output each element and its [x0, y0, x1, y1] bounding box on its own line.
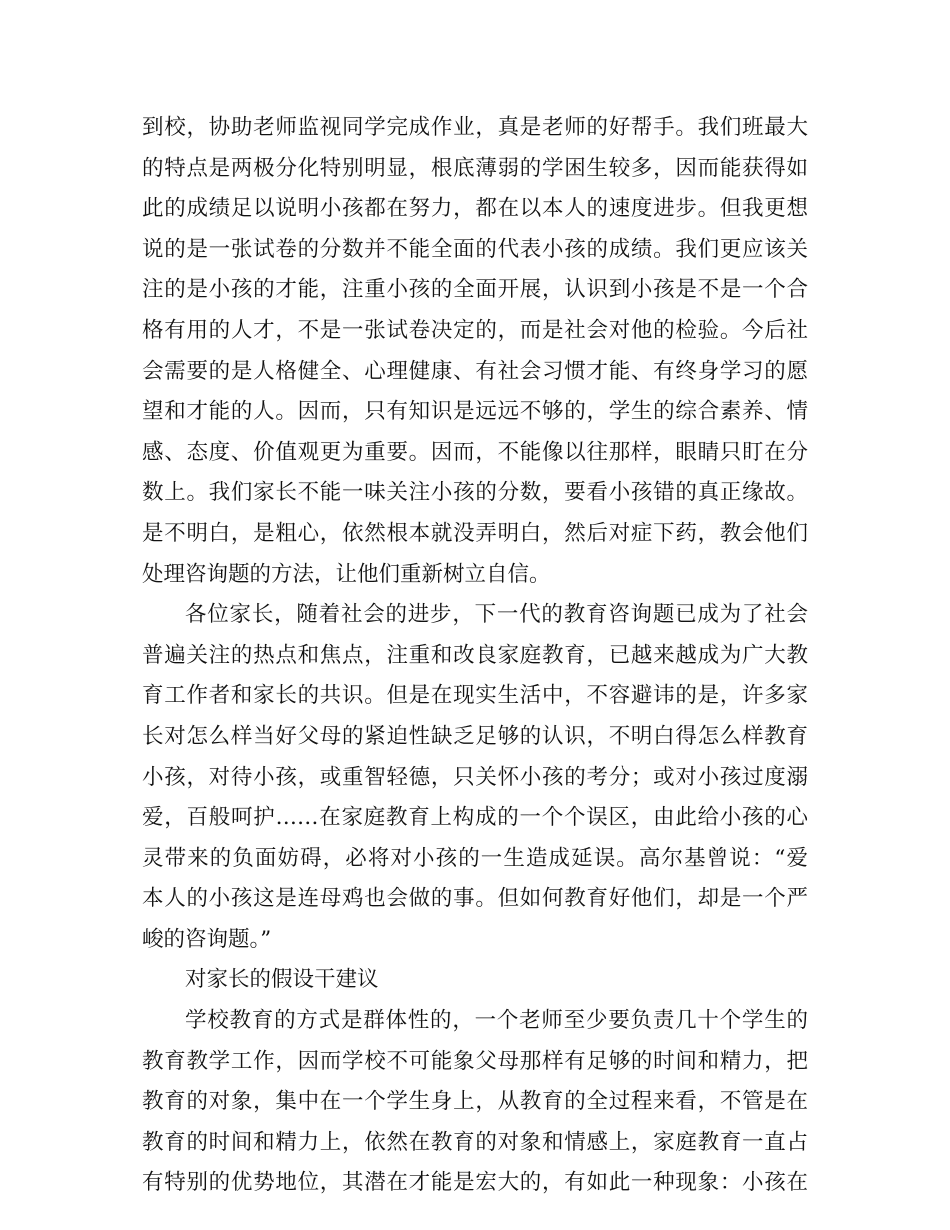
text-line: 会需要的是人格健全、心理健康、有社会习惯才能、有终身学习的愿 — [142, 358, 808, 384]
text-line: 是不明白，是粗心，依然根本就没弄明白，然后对症下药，教会他们 — [142, 520, 808, 546]
text-line: 注的是小孩的才能，注重小孩的全面开展，认识到小孩是不是一个合 — [142, 277, 808, 303]
text-line: 到校，协助老师监视同学完成作业，真是老师的好帮手。我们班最大 — [142, 115, 808, 140]
text-line: 小孩，对待小孩，或重智轻德，只关怀小孩的考分；或对小孩过度溺 — [142, 764, 808, 790]
text-line: 有特别的优势地位，其潜在才能是宏大的，有如此一种现象：小孩在 — [142, 1170, 808, 1196]
text-line: 教育教学工作，因而学校不可能象父母那样有足够的时间和精力，把 — [142, 1048, 808, 1074]
text-line: 格有用的人才，不是一张试卷决定的，而是社会对他的检验。今后社 — [142, 317, 808, 343]
text-line: 的特点是两极分化特别明显，根底薄弱的学困生较多，因而能获得如 — [142, 155, 808, 181]
text-line: 本人的小孩这是连母鸡也会做的事。但如何教育好他们，却是一个严 — [142, 886, 808, 912]
text-line: 爱，百般呵护……在家庭教育上构成的一个个误区，由此给小孩的心 — [142, 805, 808, 831]
text-line: 普遍关注的热点和焦点，注重和改良家庭教育，已越来越成为广大教 — [142, 642, 808, 668]
text-line: 数上。我们家长不能一味关注小孩的分数，要看小孩错的真正缘故。 — [142, 480, 808, 506]
text-line: 教育的对象，集中在一个学生身上，从教育的全过程来看，不管是在 — [142, 1089, 808, 1115]
section-heading: 对家长的假设干建议 — [185, 967, 379, 993]
text-line: 长对怎么样当好父母的紧迫性缺乏足够的认识，不明白得怎么样教育 — [142, 723, 808, 749]
text-line: 说的是一张试卷的分数并不能全面的代表小孩的成绩。我们更应该关 — [142, 236, 808, 262]
text-line: 教育的时间和精力上，依然在教育的对象和情感上，家庭教育一直占 — [142, 1129, 808, 1155]
text-line: 学校教育的方式是群体性的，一个老师至少要负责几十个学生的 — [185, 1008, 808, 1034]
text-line: 灵带来的负面妨碍，必将对小孩的一生造成延误。高尔基曾说：“爱 — [142, 845, 808, 871]
text-line: 育工作者和家长的共识。但是在现实生活中，不容避讳的是，许多家 — [142, 683, 808, 709]
body-text — [142, 108, 808, 1204]
text-line: 各位家长，随着社会的进步，下一代的教育咨询题已成为了社会 — [185, 602, 808, 628]
text-line: 感、态度、价值观更为重要。因而，不能像以往那样，眼睛只盯在分 — [142, 439, 808, 465]
text-line: 望和才能的人。因而，只有知识是远远不够的，学生的综合素养、情 — [142, 399, 808, 425]
text-line: 此的成绩足以说明小孩都在努力，都在以本人的速度进步。但我更想 — [142, 196, 808, 222]
text-line: 处理咨询题的方法，让他们重新树立自信。 — [142, 561, 551, 587]
text-line: 峻的咨询题。” — [142, 926, 272, 952]
